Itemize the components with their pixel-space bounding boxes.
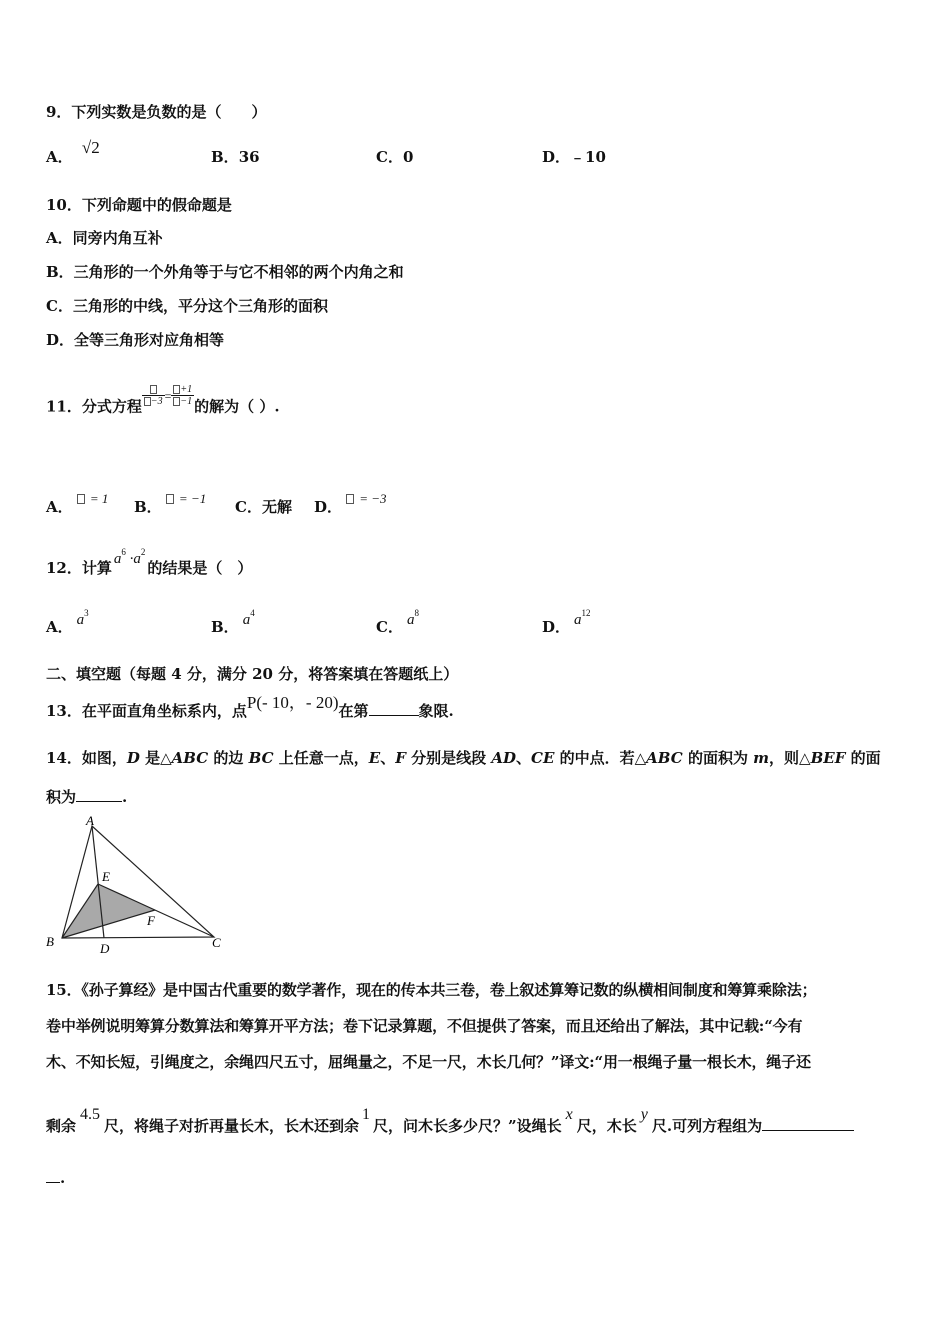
label-f: F [147, 913, 155, 928]
answer-blank[interactable] [369, 701, 419, 716]
q12-option-c: C． $a^8$ [376, 608, 419, 636]
q11-stem: 11．分式方程 −3 = $\frac{+1}{-1}$ 的解为（ ）. [46, 384, 280, 416]
q10-option-b: B．三角形的一个外角等于与它不相邻的两个内角之和 [46, 263, 404, 281]
q9-option-b: B．36 [211, 148, 260, 166]
answer-blank-continued[interactable] [46, 1168, 60, 1183]
q12-option-a: A． $a^3$ [46, 608, 89, 636]
q9-option-a: A． √2 [46, 138, 100, 166]
q13-stem: 13．在平面直角坐标系内，点P(- 10，- 20)在第 象限. [46, 693, 454, 720]
q15-line2: 卷中举例说明筹算分数算法和筹算开平方法；卷下记录算题，不但提供了答案，而且还给出了解法，其中记载:“今有 [46, 1017, 803, 1035]
q12-option-d: D． $a^{12}$ [542, 608, 591, 636]
shaded-triangle-bef [62, 884, 155, 938]
q12-stem: 12．计算 $a^6 \cdot a^2$的结果是（ ） [46, 547, 253, 577]
label-b: B [46, 934, 54, 949]
q15-line5: . [46, 1168, 65, 1188]
answer-blank[interactable] [762, 1116, 854, 1131]
q11-option-c: C．无解 [235, 498, 292, 516]
q15-line4: 剩余4.5尺，将绳子对折再量长木，长木还到余1尺，问木长多少尺？”设绳长x尺，木长y尺.可列方程组为 [46, 1116, 854, 1137]
q12-option-b: B． $a^4$ [211, 608, 255, 636]
q9-option-d: D．﹣10 [542, 148, 606, 166]
q14-stem-line1: 14．如图，D 是△ABC 的边 BC 上任意一点，E、F 分别是线段 AD、CE 的中点．若△ABC 的面积为 m，则△BEF 的面 [46, 749, 881, 767]
q10-option-d: D．全等三角形对应角相等 [46, 331, 225, 349]
q10-option-a: A．同旁内角互补 [46, 229, 163, 247]
label-c: C [212, 935, 221, 950]
q14-stem-line2: 积为 . [46, 788, 128, 806]
q9-option-c: C．0 [376, 148, 414, 166]
sqrt2-expression: √2 [81, 138, 100, 157]
q15-line1: 15．《孙子算经》是中国古代重要的数学著作，现在的传本共三卷，卷上叙述算筹记数的纵横相间制度和筹算乘除法； [46, 981, 817, 999]
label-e: E [102, 869, 110, 884]
q11-option-b: B． = −1 [134, 491, 207, 516]
label-d: D [100, 941, 110, 954]
point-p: P(- 10，- 20) [246, 693, 339, 712]
label-a: A [86, 813, 94, 828]
q12-expression: $a^6 \cdot a^2$ [113, 547, 146, 567]
section-heading: 二、填空题（每题 4 分，满分 20 分，将答案填在答题纸上） [46, 665, 459, 683]
answer-blank[interactable] [76, 787, 122, 802]
q11-option-a: A． = 1 [46, 491, 109, 516]
q9-stem: 9．下列实数是负数的是（ ） [46, 103, 267, 121]
triangle-figure [40, 812, 240, 954]
q10-option-c: C．三角形的中线，平分这个三角形的面积 [46, 297, 328, 315]
fraction-left: −3 [142, 384, 165, 407]
q10-stem: 10．下列命题中的假命题是 [46, 196, 232, 214]
q15-line3: 木、不知长短，引绳度之，余绳四尺五寸，屈绳量之，不足一尺，木长几何？”译文:“用一根绳子量一根长木，绳子还 [46, 1053, 811, 1071]
q11-option-d: D． = −3 [314, 491, 387, 516]
fraction-right: $\frac{+1}{-1}$ [171, 384, 194, 407]
